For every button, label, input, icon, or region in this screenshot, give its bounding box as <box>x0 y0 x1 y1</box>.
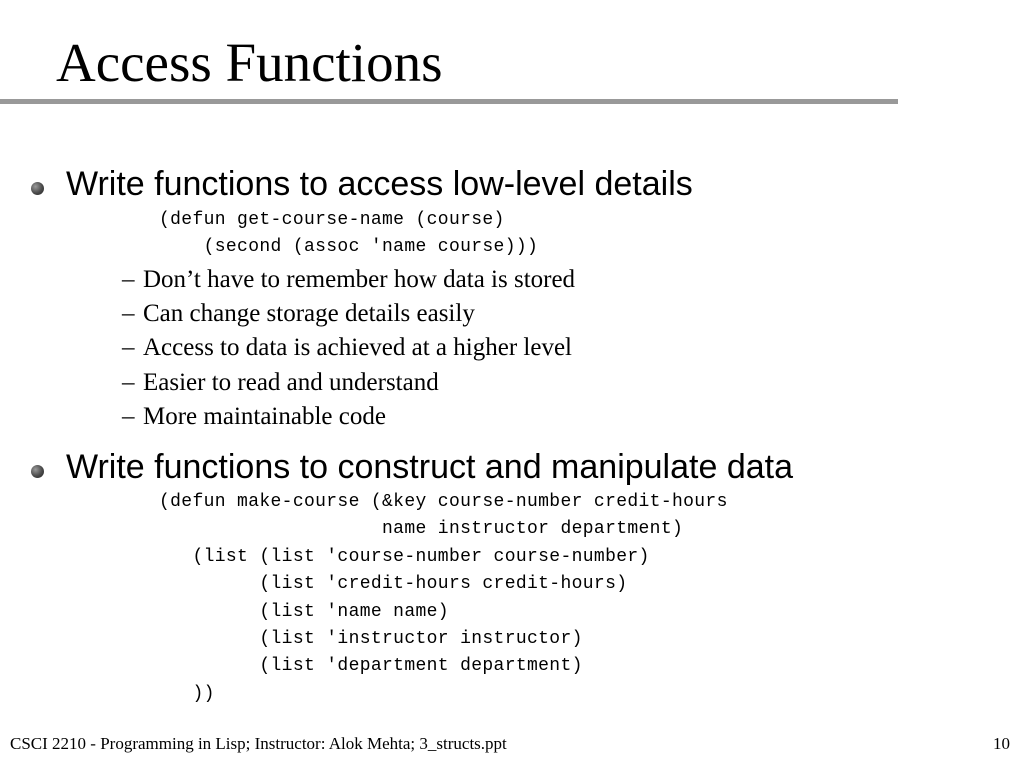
list-item-text: Don’t have to remember how data is stored <box>143 266 576 293</box>
dash-marker: – <box>122 334 135 362</box>
bullet-dot-icon <box>28 461 48 481</box>
dash-marker: – <box>122 402 135 430</box>
list-item <box>122 263 575 297</box>
list-item-text: More maintainable code <box>143 402 386 430</box>
title-divider <box>0 99 898 104</box>
footer-course-info: CSCI 2210 - Programming in Lisp; Instructor: Alok Mehta; 3_structs.ppt <box>10 734 507 753</box>
list-item-text: Easier to read and understand <box>143 368 439 396</box>
bullet-dot-icon <box>28 178 48 198</box>
list-item <box>122 366 575 400</box>
slide-title: Access Functions <box>56 32 443 93</box>
slide-number: 10 <box>993 734 1010 753</box>
list-item <box>122 400 575 434</box>
list-item-text: Access to data is achieved at a higher level <box>143 334 572 362</box>
list-item <box>122 297 575 331</box>
dash-marker: – <box>122 266 135 293</box>
bullet-construct-manipulate: Write functions to construct and manipulate data <box>66 448 793 486</box>
code-make-course: (defun make-course (&key course-number credit-hours name instructor department) (list (list 'course-number course-number) (list 'credit-hours credit-hours) (list 'name name) (list 'instructor instructor) (list 'department department) )) <box>159 492 728 704</box>
bullet-access-low-level: Write functions to access low-level details <box>66 165 693 203</box>
list-item-text: Can change storage details easily <box>143 300 475 328</box>
code-get-course-name: (defun get-course-name (course) (second (assoc 'name course))) <box>159 210 539 258</box>
dash-marker: – <box>122 368 135 396</box>
list-item <box>122 331 575 365</box>
access-benefits-list <box>122 263 575 434</box>
dash-marker: – <box>122 300 135 328</box>
